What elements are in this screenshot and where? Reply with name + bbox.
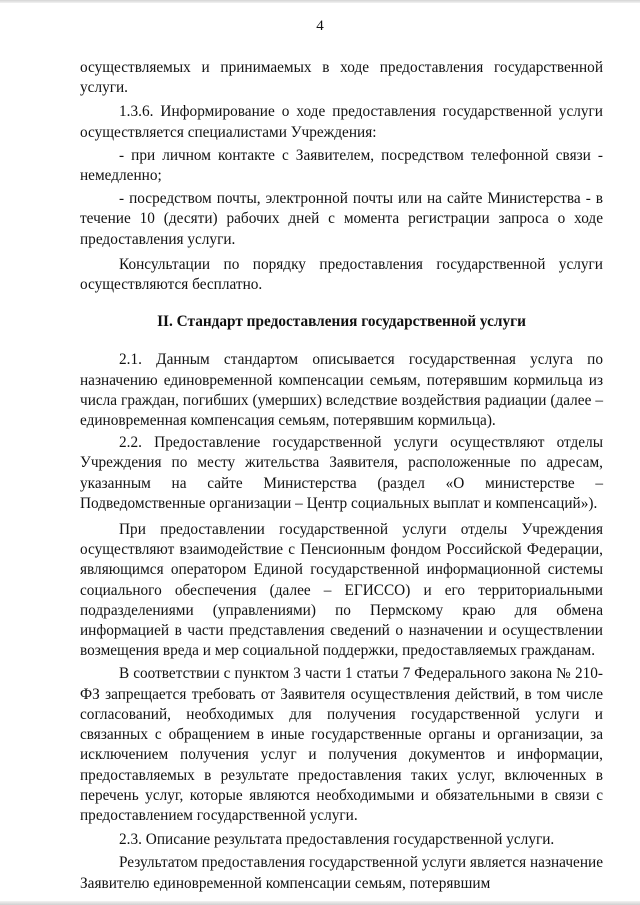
page-top-edge: [0, 0, 640, 3]
paragraph-1-3-6: 1.3.6. Информирование о ходе предоставления государственной услуги осуществляется специалистами Учреждения:: [80, 103, 603, 141]
paragraph-2-1: 2.1. Данным стандартом описывается государственная услуга по назначению единовременной компенсации семьям, потерявшим кормильца из числа граждан, погибших (умерших) вследствие воздействия радиации (далее – единовременная компенсация семьям, потерявшим кормильца).: [80, 351, 603, 430]
section-heading: II. Стандарт предоставления государственной услуги: [157, 313, 526, 331]
document-body: [80, 58, 603, 894]
list-item-personal-contact: - при личном контакте с Заявителем, посредством телефонной связи - немедленно;: [80, 146, 603, 185]
paragraph-federal-law: В соответствии с пунктом 3 части 1 статьи 7 Федерального закона № 210-ФЗ запрещается требовать от Заявителя осуществления действий, в том числе согласований, необходимых для получения государственной услуги и связанных с обращением в иные государственные органы и организации, за исключением получения услуг и получения документов и информации, предоставляемых в результате предоставления таких услуг, включенных в перечень услуг, которые являются необходимыми и обязательными в связи с предоставлением государственной услуги.: [80, 665, 603, 824]
paragraph-2-3: 2.3. Описание результата предоставления государственной услуги.: [119, 831, 555, 849]
paragraph-consultations: Консультации по порядку предоставления государственной услуги осуществляются бесплатно.: [80, 255, 603, 294]
paragraph-result: Результатом предоставления государственной услуги является назначение Заявителю единовременной компенсации семьям, потерявшим: [80, 854, 603, 892]
paragraph-continuation: осуществляемых и принимаемых в ходе предоставления государственной услуги.: [80, 59, 603, 97]
page-number: 4: [316, 18, 324, 34]
paragraph-2-2: 2.2. Предоставление государственной услуги осуществляют отделы Учреждения по месту жительства Заявителя, расположенные по адресам, указанным на сайте Министерства (раздел «О министерстве – Подведомственные организации – Центр социальных выплат и компенсаций»).: [80, 434, 603, 512]
page-bottom-edge: [0, 901, 640, 905]
list-item-mail-email-site: - посредством почты, электронной почты или на сайте Министерства - в течение 10 (десяти) рабочих дней с момента регистрации запроса о ходе предоставления услуги.: [80, 190, 603, 248]
paragraph-interaction-pfr: При предоставлении государственной услуги отделы Учреждения осуществляют взаимодействие с Пенсионным фондом Российской Федерации, являющимся оператором Единой государственной информационной системы социального обеспечения (далее – ЕГИССО) и его территориальными подразделениями (управлениями) по Пермскому краю для обмена информацией в части представления сведений о назначении и осуществлении возмещения вреда и мер социальной поддержки, предоставляемых гражданам.: [80, 521, 603, 660]
